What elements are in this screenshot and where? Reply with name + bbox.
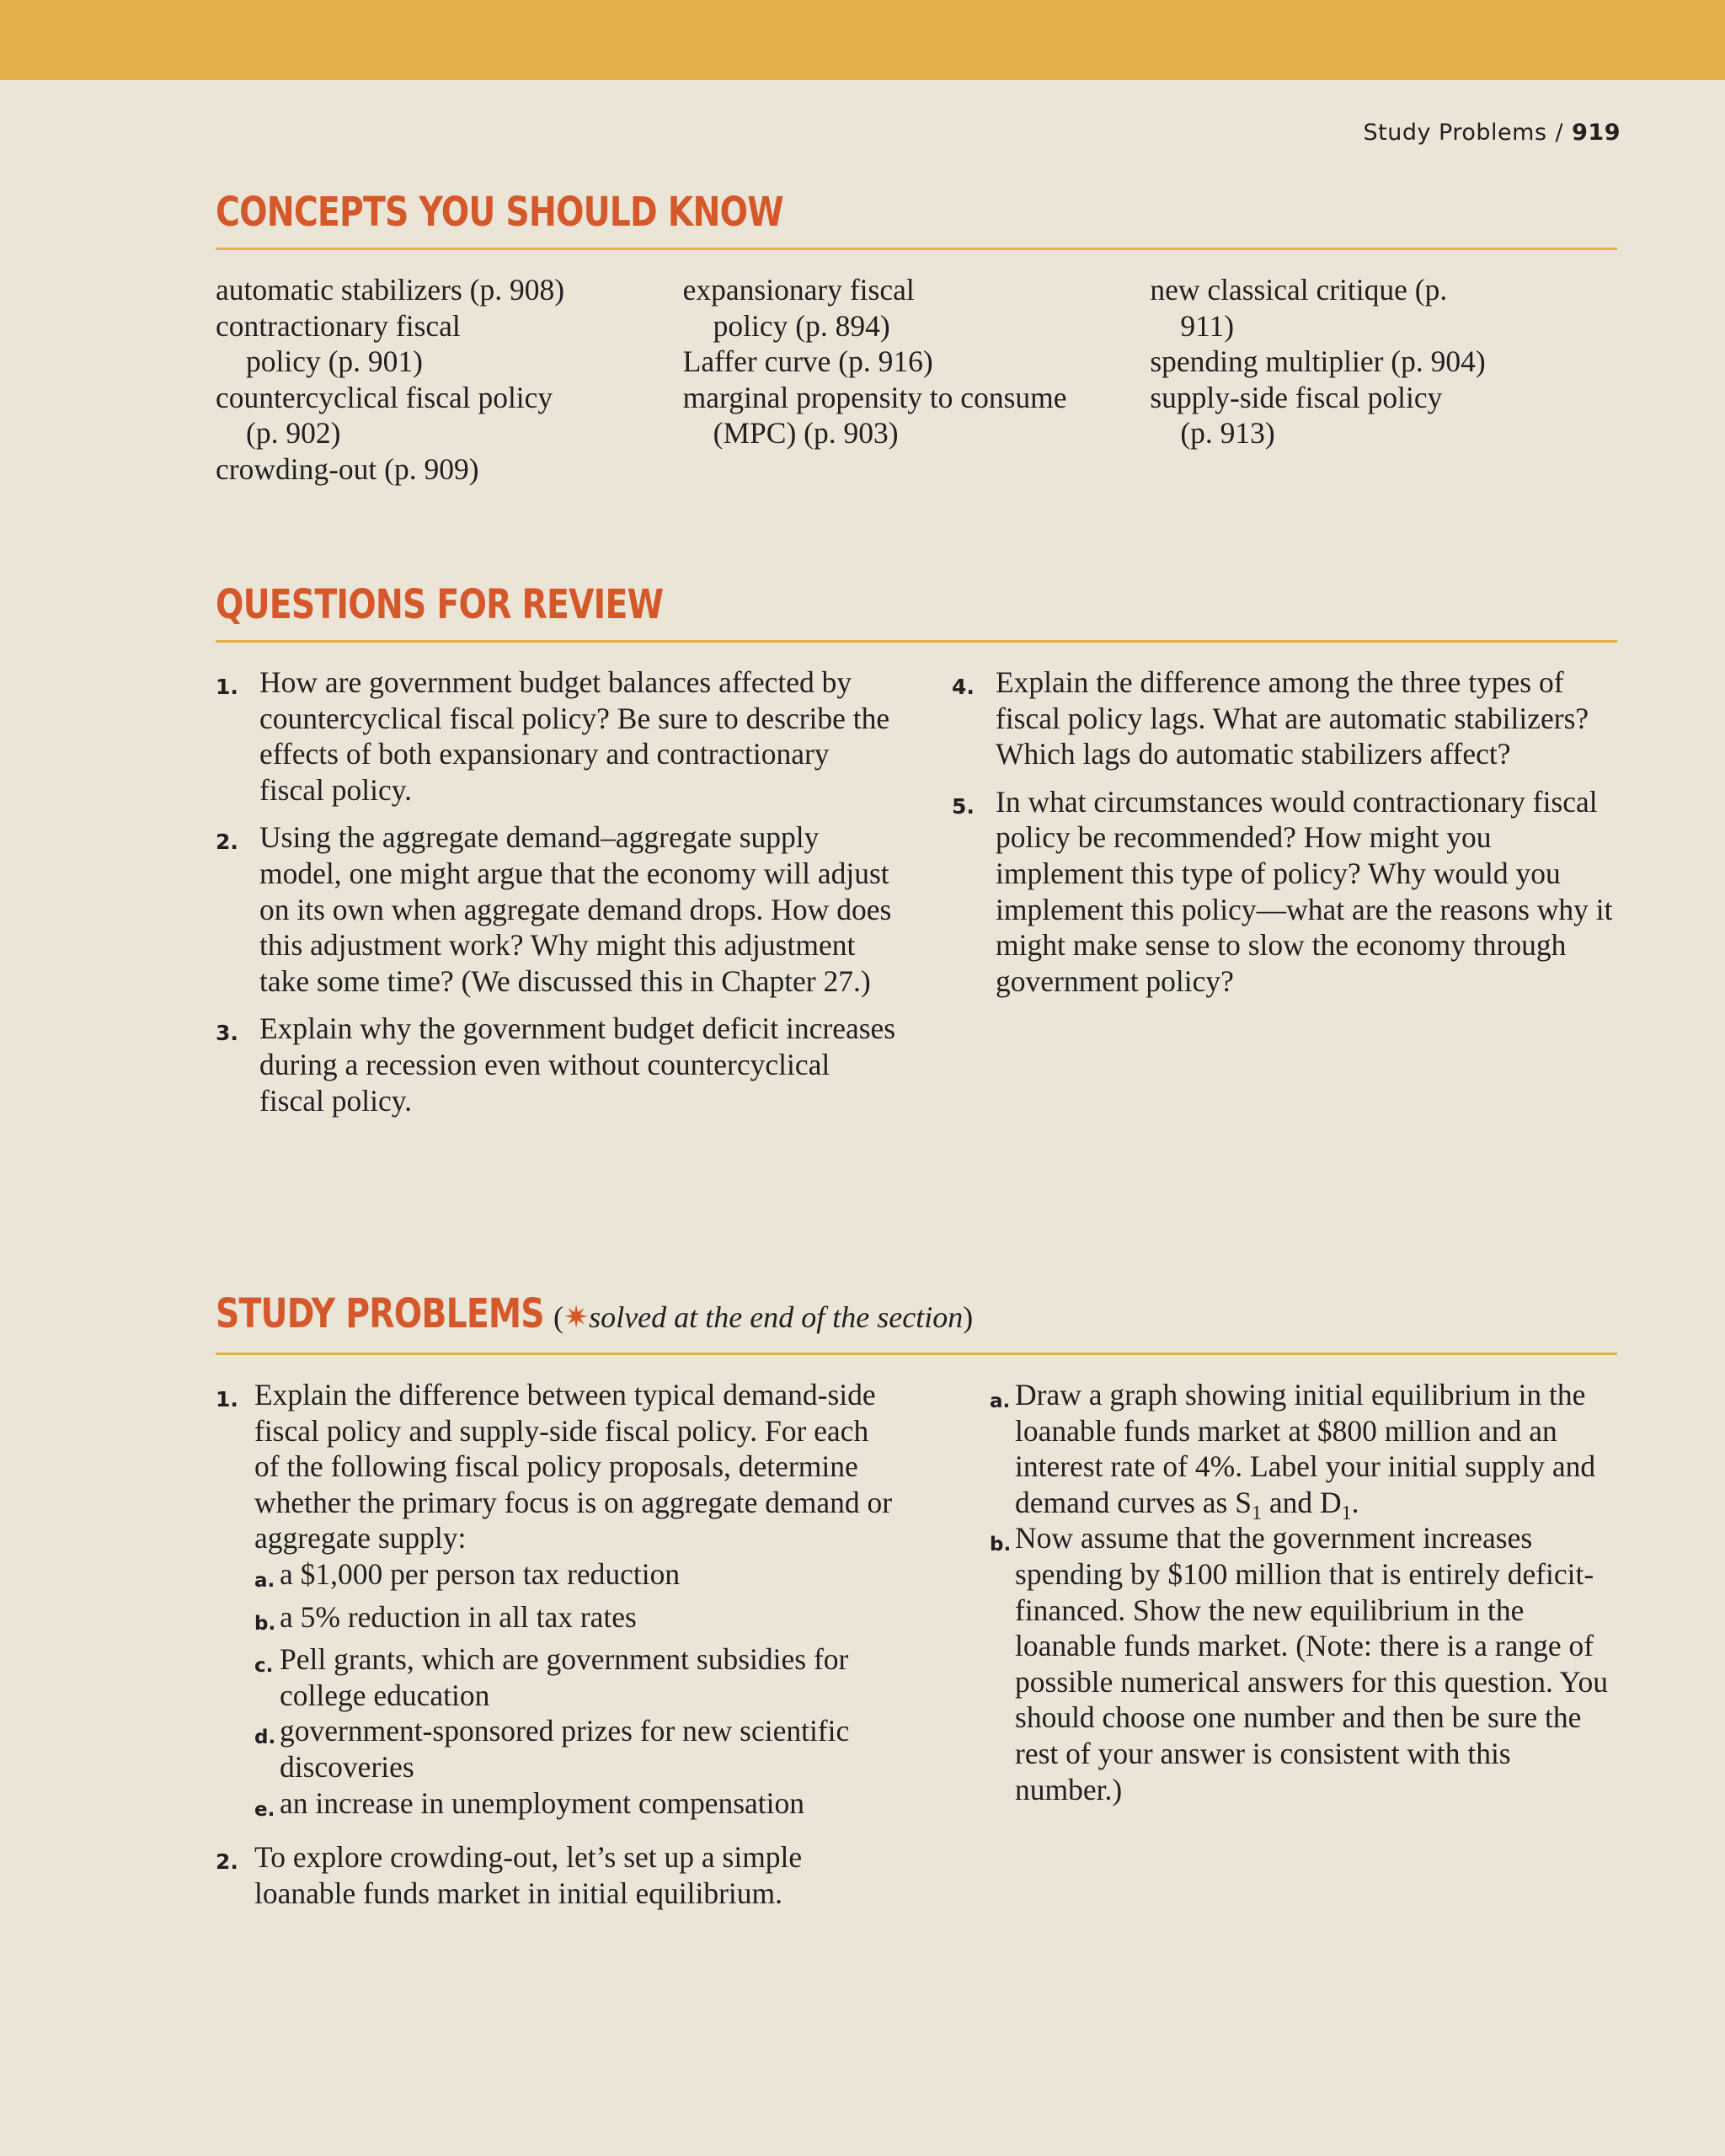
- subitem-letter: d.: [254, 1726, 276, 1749]
- problem-text: To explore crowding-out, let’s set up a simple loanable funds market in initial equilibrium.: [254, 1840, 803, 1910]
- concept-term: expansionary fiscal policy (p. 894): [682, 273, 915, 343]
- study-problem: [216, 1377, 898, 1828]
- question-text: Explain why the government budget deficit increases during a recession even without countercyclical fiscal policy.: [259, 1011, 896, 1118]
- concept-term: marginal propensity to consume (MPC) (p. 903): [682, 380, 1067, 451]
- study-column-left: [216, 1377, 898, 1923]
- subitem-text: an increase in unemployment compensation: [280, 1785, 805, 1820]
- problem-subitem: [990, 1377, 1617, 1524]
- study-title: [216, 1289, 1365, 1342]
- concept-term: supply-side fiscal policy (p. 913): [1150, 380, 1443, 451]
- question-text: How are government budget balances affected by countercyclical fiscal policy? Be sure to describe the effects of both expansionary and contractionary fiscal policy.: [259, 665, 890, 807]
- review-column-right: [952, 664, 1617, 1130]
- question-text: Using the aggregate demand–aggregate supply model, one might argue that the economy will adjust on its own when aggregate demand drops. How does this adjustment work? Why might this adjustment take some time? (We discussed this in Chapter 27.): [259, 820, 892, 998]
- star-icon: ✷: [563, 1300, 590, 1334]
- question-number: 4.: [952, 675, 975, 699]
- concept-term: crowding-out (p. 909): [216, 451, 479, 486]
- study-note: [553, 1292, 973, 1342]
- subitem-letter: e.: [254, 1798, 275, 1821]
- subitem-a-text: Draw a graph showing initial equilibrium in the loanable funds market at $800 million and an interest rate of 4%. Label your initial supply and demand curves as: [1015, 1378, 1596, 1519]
- running-head: [1364, 120, 1621, 146]
- study-title-text: STUDY PROBLEMS: [216, 1290, 544, 1337]
- review-rule: [216, 640, 1617, 643]
- problem-subitem: [254, 1713, 898, 1785]
- study-rule: [216, 1353, 1617, 1355]
- subitem-letter: a.: [254, 1569, 275, 1592]
- question-number: 2.: [216, 830, 238, 855]
- question-number: 1.: [216, 675, 238, 699]
- question-text: In what circumstances would contractionary fiscal policy be recommended? How might you implement this type of policy? Why would you implement this policy—what are the reasons why it might make sense to slow the economy through government policy?: [996, 784, 1613, 998]
- review-question: [952, 784, 1617, 1000]
- review-question: [216, 819, 898, 999]
- study-problem: [216, 1839, 898, 1911]
- review-column-left: [216, 664, 898, 1130]
- subitem-text: a $1,000 per person tax reduction: [280, 1556, 681, 1591]
- concepts-column-1: [216, 272, 683, 488]
- supply-subscript: 1: [1251, 1502, 1262, 1524]
- problem-subitem: [990, 1520, 1617, 1807]
- note-close-paren: ): [963, 1300, 974, 1334]
- study-column-right: [990, 1377, 1617, 1923]
- concept-term: new classical critique (p. 911): [1150, 273, 1448, 343]
- concepts-rule: [216, 248, 1617, 250]
- review-question: [952, 664, 1617, 772]
- concepts-list: [216, 272, 1617, 488]
- subitem-letter: a.: [990, 1390, 1011, 1412]
- concept-term: countercyclical fiscal policy (p. 902): [216, 380, 553, 451]
- subitem-text: Now assume that the government increases spending by $100 million that is entirely deficit-financed. Show the new equilibrium in the loanable funds market. (Note: there is a range of possible numerical answers for this question. You should choose one number and then be sure the rest of your answer is consistent with this number.): [1015, 1521, 1609, 1806]
- concept-term: contractionary fiscal policy (p. 901): [216, 308, 461, 379]
- subitem-letter: b.: [990, 1534, 1012, 1556]
- review-questions: [216, 664, 1617, 1130]
- study-section: [216, 1289, 1617, 1923]
- subitem-text: Pell grants, which are government subsidies for college education: [280, 1642, 849, 1712]
- concept-term: automatic stabilizers (p. 908): [216, 273, 565, 307]
- subitem-letter: c.: [254, 1655, 274, 1678]
- demand-subscript: 1: [1341, 1502, 1352, 1524]
- question-number: 3.: [216, 1021, 238, 1046]
- subitem-text: [1015, 1377, 1617, 1524]
- concepts-column-2: [683, 272, 1151, 488]
- problem-subitem: [254, 1785, 898, 1828]
- problem-subitem: [254, 1599, 898, 1642]
- problem-subitem: [254, 1641, 898, 1713]
- page-number: 919: [1572, 120, 1621, 146]
- note-open-paren: (: [553, 1300, 564, 1334]
- top-color-band: [0, 0, 1725, 80]
- problem-text: Explain the difference between typical demand-side fiscal policy and supply-side fiscal policy. For each of the following fiscal policy proposals, determine whether the primary focus is on aggregate demand or aggregate supply:: [254, 1378, 893, 1556]
- supply-label: S: [1235, 1485, 1252, 1519]
- review-title: QUESTIONS FOR REVIEW: [216, 581, 664, 628]
- review-question: [216, 1011, 898, 1118]
- problem-body: [254, 1377, 898, 1828]
- subitem-text: a 5% reduction in all tax rates: [280, 1599, 637, 1634]
- demand-label: D: [1320, 1485, 1342, 1519]
- problem-subitem: [254, 1556, 898, 1599]
- concept-term: Laffer curve (p. 916): [682, 344, 933, 379]
- running-head-separator: /: [1555, 120, 1564, 146]
- note-text: solved at the end of the section: [589, 1300, 964, 1334]
- problem-number: 2.: [216, 1849, 238, 1875]
- subitem-text: government-sponsored prizes for new scientific discoveries: [280, 1714, 850, 1784]
- subitem-letter: b.: [254, 1612, 276, 1635]
- running-title: Study Problems: [1363, 120, 1547, 146]
- period: .: [1351, 1485, 1359, 1519]
- study-problems: [216, 1377, 1617, 1923]
- concept-term: spending multiplier (p. 904): [1150, 344, 1486, 379]
- concepts-section: [216, 187, 1617, 488]
- concepts-title: CONCEPTS YOU SHOULD KNOW: [216, 189, 783, 236]
- question-number: 5.: [952, 793, 975, 819]
- question-text: Explain the difference among the three types of fiscal policy lags. What are automatic stabilizers? Which lags do automatic stabilizers affect?: [996, 665, 1589, 771]
- problem-number: 1.: [216, 1387, 238, 1412]
- concepts-column-3: [1150, 272, 1617, 488]
- review-section: [216, 579, 1617, 1130]
- review-question: [216, 664, 898, 808]
- and-word: and: [1268, 1485, 1313, 1519]
